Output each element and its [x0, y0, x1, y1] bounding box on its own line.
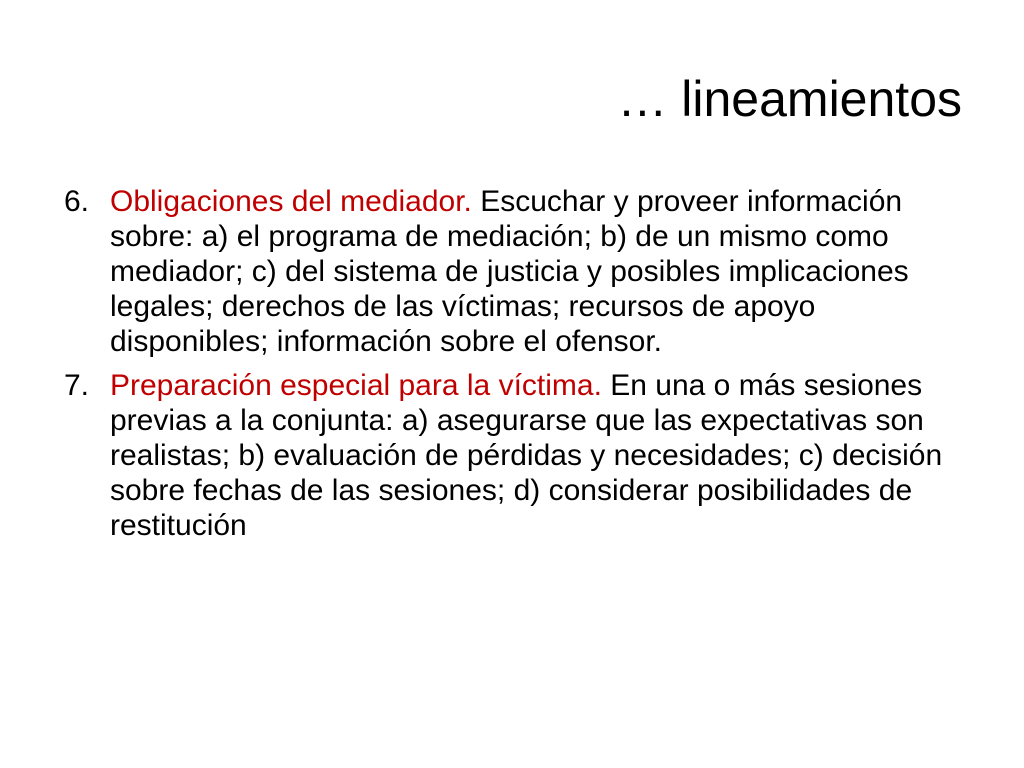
list-item	[64, 184, 964, 359]
list-item-heading: Preparación especial para la víctima.	[110, 369, 602, 402]
list-item-text: Escuchar y proveer información sobre: a) el programa de mediación; b) de un mismo como mediador; c) del sistema de justicia y posibles implicaciones legales; derechos de las víctimas; recursos de apoyo disponibles; información sobre el ofensor.	[110, 185, 909, 358]
list-item-body	[110, 184, 958, 359]
numbered-list	[64, 184, 964, 552]
list-item-number: 7.	[64, 369, 90, 402]
list-item-number: 6.	[64, 185, 90, 218]
list-item	[64, 368, 964, 543]
slide-title: … lineamientos	[617, 71, 962, 127]
list-item-text: En una o más sesiones previas a la conjunta: a) asegurarse que las expectativas son realistas; b) evaluación de pérdidas y necesidades; c) decisión sobre fechas de las sesiones; d) considerar posibilidades de restitución	[110, 369, 943, 542]
list-item-body	[110, 368, 958, 543]
list-item-heading: Obligaciones del mediador.	[110, 185, 472, 218]
